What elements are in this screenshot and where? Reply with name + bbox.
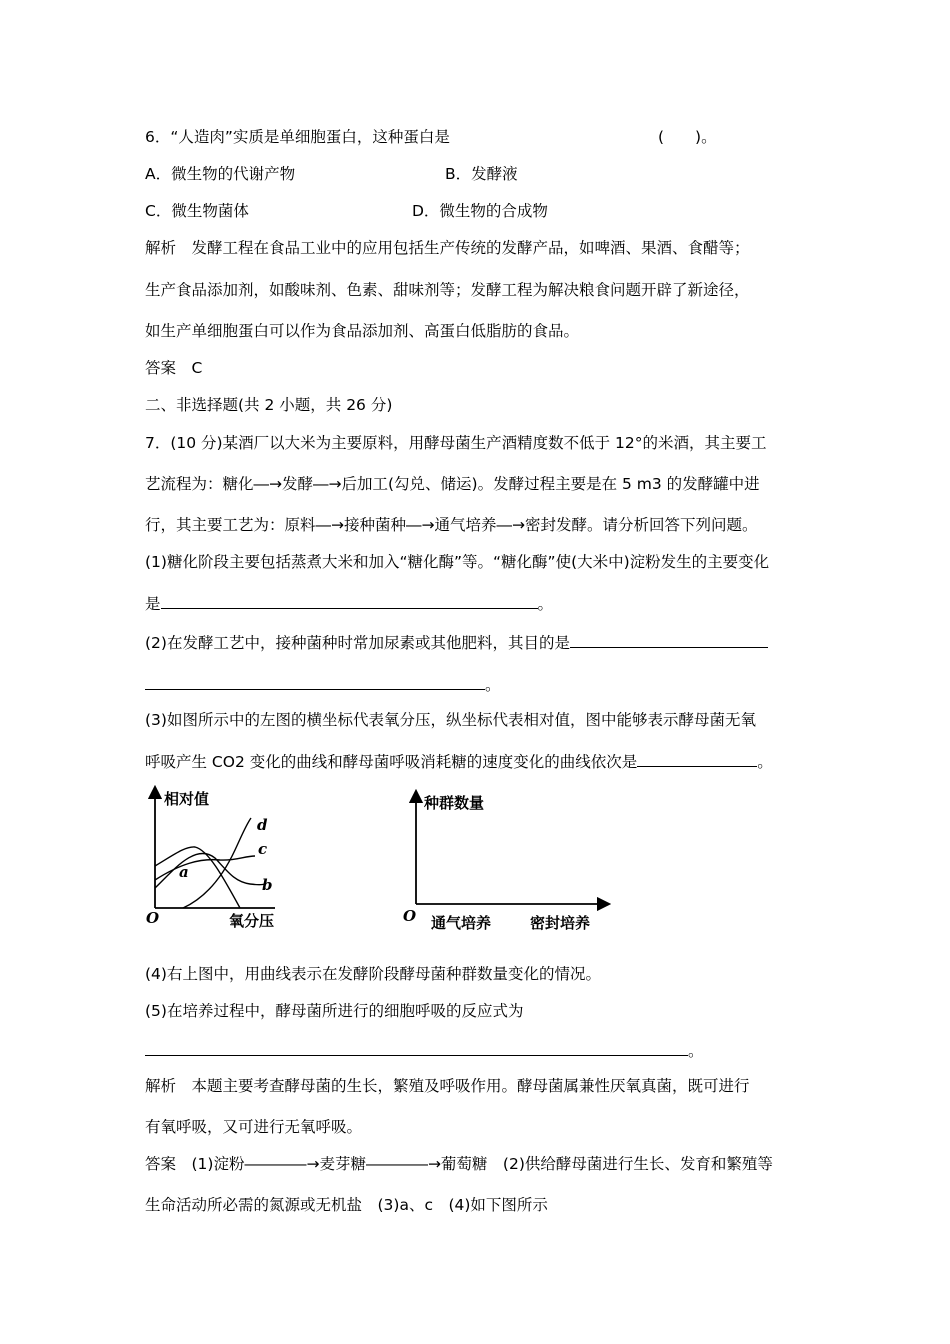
left-chart [146,790,275,930]
q7-part1-prefix: 是 [145,595,161,613]
q7-part1-line-1: (1)糖化阶段主要包括蒸煮大米和加入“糖化酶”等。“糖化酶”使(大米中)淀粉发生的主要变化 [145,553,770,571]
q7-part2-line-1 [145,632,768,653]
right-chart-xlabel-2: 密封培养 [530,914,591,932]
right-chart-xlabel-1: 通气培养 [431,914,492,932]
q7-part1-line-2 [145,593,553,614]
q7-part2-text: (2)在发酵工艺中，接种菌种时常加尿素或其他肥料，其目的是 [145,634,570,652]
curve-label-d: d [257,816,268,834]
curve-label-b: b [262,876,273,894]
right-chart [403,794,604,932]
section-heading: 二、非选择题(共 2 小题，共 26 分) [145,396,393,414]
q7-answer-line-2: 生命活动所必需的氮源或无机盐 (3)a、c (4)如下图所示 [145,1196,548,1214]
q7-part5: (5)在培养过程中，酵母菌所进行的细胞呼吸的反应式为 [145,1002,524,1020]
q7-part3-suffix: 。 [757,753,773,771]
q6-option-d: D．微生物的合成物 [412,202,548,220]
q7-answer-line-1: 答案 (1)淀粉――――→麦芽糖――――→葡萄糖 (2)供给酵母菌进行生长、发育和繁殖等 [145,1155,773,1173]
q6-option-a: A．微生物的代谢产物 [145,165,296,183]
q7-figures [0,780,950,940]
q6-answer-paren: ( )。 [658,128,717,146]
q7-part2-line-2 [145,674,501,695]
q7-intro-line-1: 7．(10 分)某酒厂以大米为主要原料，用酵母菌生产酒精度数不低于 12°的米酒，其主要工 [145,434,767,452]
q7-part2-blank-1[interactable] [570,632,768,648]
q7-part3-text: 呼吸产生 CO2 变化的曲线和酵母菌呼吸消耗糖的速度变化的曲线依次是 [145,753,638,771]
q6-analysis-line-3: 如生产单细胞蛋白可以作为食品添加剂、高蛋白低脂肪的食品。 [145,322,580,340]
q6-option-c: C．微生物菌体 [145,202,249,220]
q6-stem: 6．“人造肉”实质是单细胞蛋白，这种蛋白是 [145,128,450,146]
q7-intro-line-3: 行，其主要工艺为：原料―→接种菌种―→通气培养―→密封发酵。请分析回答下列问题。 [145,516,758,534]
q6-answer: 答案 C [145,359,203,377]
left-chart-origin: O [146,909,160,927]
curve-label-a: a [179,863,189,881]
q7-part3-blank[interactable] [637,751,757,767]
right-chart-ylabel: 种群数量 [424,794,485,812]
left-chart-xlabel: 氧分压 [229,912,275,930]
right-chart-origin: O [403,907,417,925]
q7-part4: (4)右上图中，用曲线表示在发酵阶段酵母菌种群数量变化的情况。 [145,965,601,983]
q7-part3-line-2 [145,751,773,772]
curve-label-c: c [258,840,268,858]
q7-part1-blank[interactable] [161,593,538,609]
q7-part5-blank[interactable] [145,1040,688,1056]
q6-analysis-line-2: 生产食品添加剂，如酸味剂、色素、甜味剂等；发酵工程为解决粮食问题开辟了新途径， [145,281,750,299]
q7-analysis-line-1: 解析 本题主要考查酵母菌的生长，繁殖及呼吸作用。酵母菌属兼性厌氧真菌，既可进行 [145,1077,750,1095]
left-chart-ylabel: 相对值 [164,790,210,808]
q7-part5-line-2 [145,1040,704,1061]
q7-part3-line-1: (3)如图所示中的左图的横坐标代表氧分压，纵坐标代表相对值，图中能够表示酵母菌无氧 [145,711,756,729]
q7-part2-suffix: 。 [485,676,501,694]
q7-part1-suffix: 。 [537,595,554,613]
q6-option-b: B．发酵液 [445,165,518,183]
q7-part5-suffix: 。 [688,1042,704,1060]
q7-analysis-line-2: 有氧呼吸，又可进行无氧呼吸。 [145,1118,363,1136]
q7-part2-blank-2[interactable] [145,674,485,690]
q6-analysis-line-1: 解析 发酵工程在食品工业中的应用包括生产传统的发酵产品，如啤酒、果酒、食醋等； [145,239,750,257]
curve-c [155,856,255,880]
q7-intro-line-2: 艺流程为：糖化―→发酵―→后加工(勾兑、储运)。发酵过程主要是在 5 m3 的发酵罐中进 [145,475,760,493]
